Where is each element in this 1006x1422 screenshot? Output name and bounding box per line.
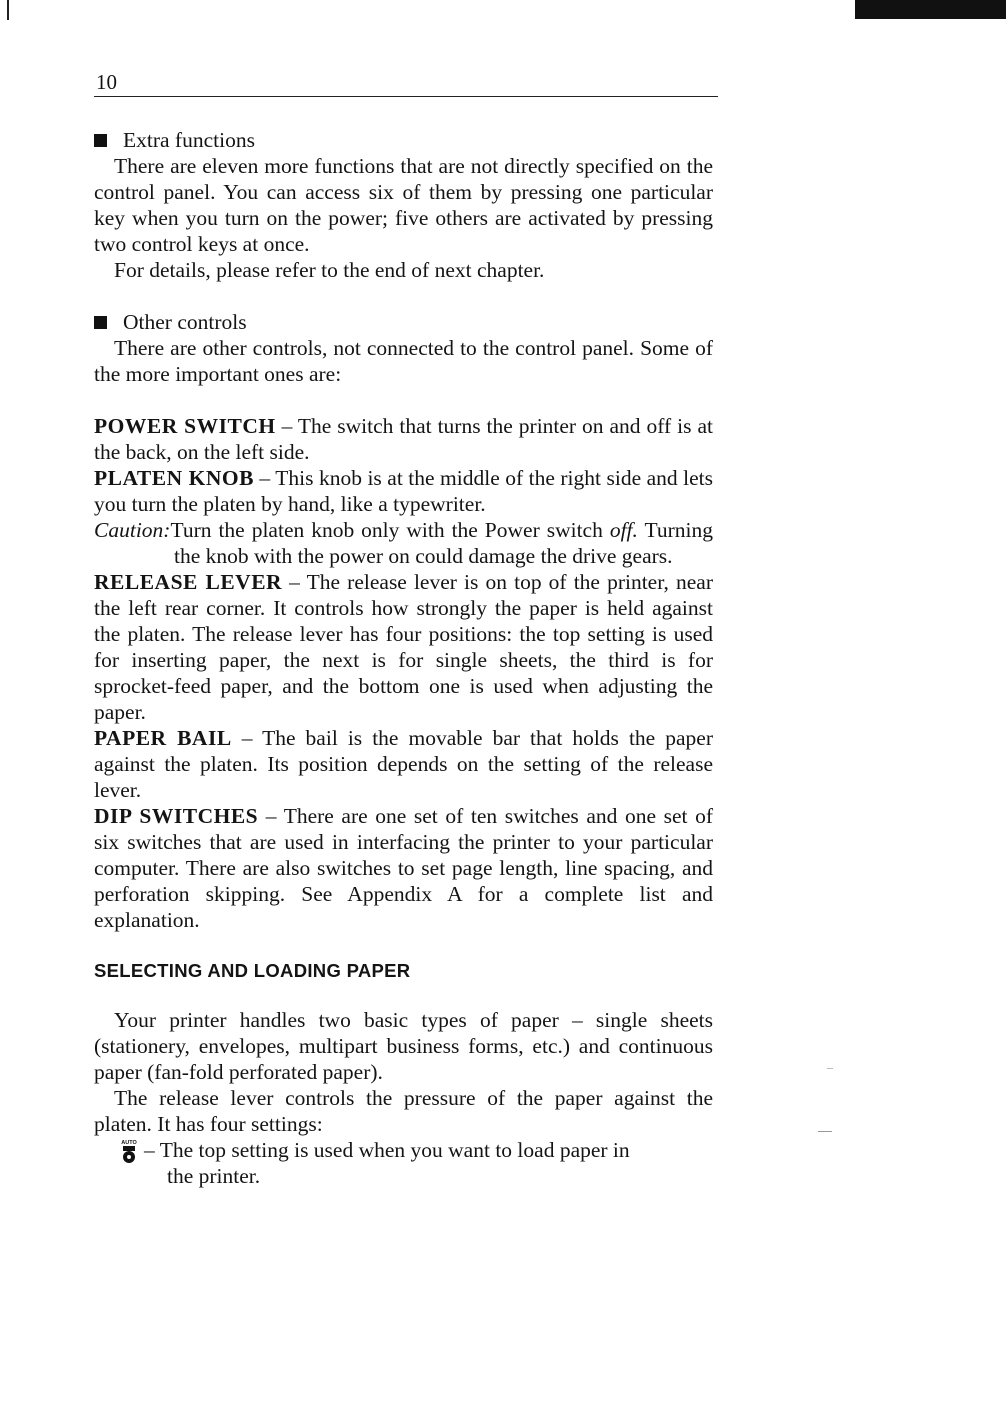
header-rule	[94, 96, 718, 97]
page-number: 10	[96, 70, 117, 94]
scan-margin-mark	[827, 1068, 833, 1069]
section-heading-other-controls: Other controls	[94, 309, 713, 335]
control-description: – The release lever is on top of the printer, near the left rear corner. It controls how strongly the paper is held against the platen. The release lever has four positions: the top setting is used for inserting paper, the next is for single sheets, the third is for sprocket-feed paper, and the bottom one is used when adjusting the paper.	[94, 570, 713, 724]
square-bullet-icon	[94, 316, 107, 329]
control-term: PLATEN KNOB	[94, 466, 254, 490]
control-item-paper-bail	[94, 725, 713, 803]
setting-description: – The top setting is used when you want to load paper in	[144, 1138, 630, 1162]
caution-label: Caution:	[94, 518, 171, 542]
auto-icon-label: AUTO	[121, 1140, 137, 1146]
auto-lever-icon	[118, 1137, 140, 1163]
paragraph: There are eleven more functions that are not directly specified on the control panel. You can access six of them by pressing one particular key when you turn on the power; five others are activated by pressing two control keys at once.	[94, 154, 713, 256]
control-item-dip-switches	[94, 803, 713, 933]
control-term: PAPER BAIL	[94, 726, 232, 750]
control-item-power-switch	[94, 413, 713, 465]
paragraph: Your printer handles two basic types of paper – single sheets (stationery, envelopes, multipart business forms, etc.) and continuous paper (fan-fold perforated paper).	[94, 1008, 713, 1084]
square-bullet-icon	[94, 134, 107, 147]
section-heading-selecting-paper: SELECTING AND LOADING PAPER	[94, 960, 411, 981]
paragraph: The release lever controls the pressure of the paper against the platen. It has four settings:	[94, 1086, 713, 1136]
control-item-platen-knob	[94, 465, 713, 517]
caution-note: Caution:Turn the platen knob only with the Power switch off. Turning the knob with the power on could damage the drive gears.	[94, 518, 714, 568]
scan-margin-mark	[818, 1131, 832, 1132]
control-description: – The bail is the movable bar that holds the paper against the platen. Its position depends on the setting of the release lever.	[94, 726, 713, 802]
control-description: – The switch that turns the printer on and off is at the back, on the left side.	[94, 414, 713, 464]
control-item-release-lever	[94, 569, 713, 725]
setting-description-continued: the printer.	[167, 1164, 261, 1188]
page-body	[94, 127, 713, 1189]
control-term: RELEASE LEVER	[94, 570, 283, 594]
control-description: – This knob is at the middle of the right side and lets you turn the platen by hand, like a typewriter.	[94, 466, 713, 516]
control-term: POWER SWITCH	[94, 414, 276, 438]
section-heading-extra-functions: Extra functions	[94, 127, 713, 153]
control-term: DIP SWITCHES	[94, 804, 259, 828]
control-description: – There are one set of ten switches and one set of six switches that are used in interfacing the printer to your particular computer. There are also switches to set page length, line spacing, and perforation skipping. See Appendix A for a complete list and explanation.	[94, 804, 713, 932]
page-corner-bar	[855, 0, 1006, 19]
paragraph: There are other controls, not connected to the control panel. Some of the more important ones are:	[94, 336, 713, 386]
setting-item-auto	[94, 1137, 713, 1163]
paragraph: For details, please refer to the end of next chapter.	[114, 258, 545, 282]
scan-edge-mark	[7, 0, 9, 20]
